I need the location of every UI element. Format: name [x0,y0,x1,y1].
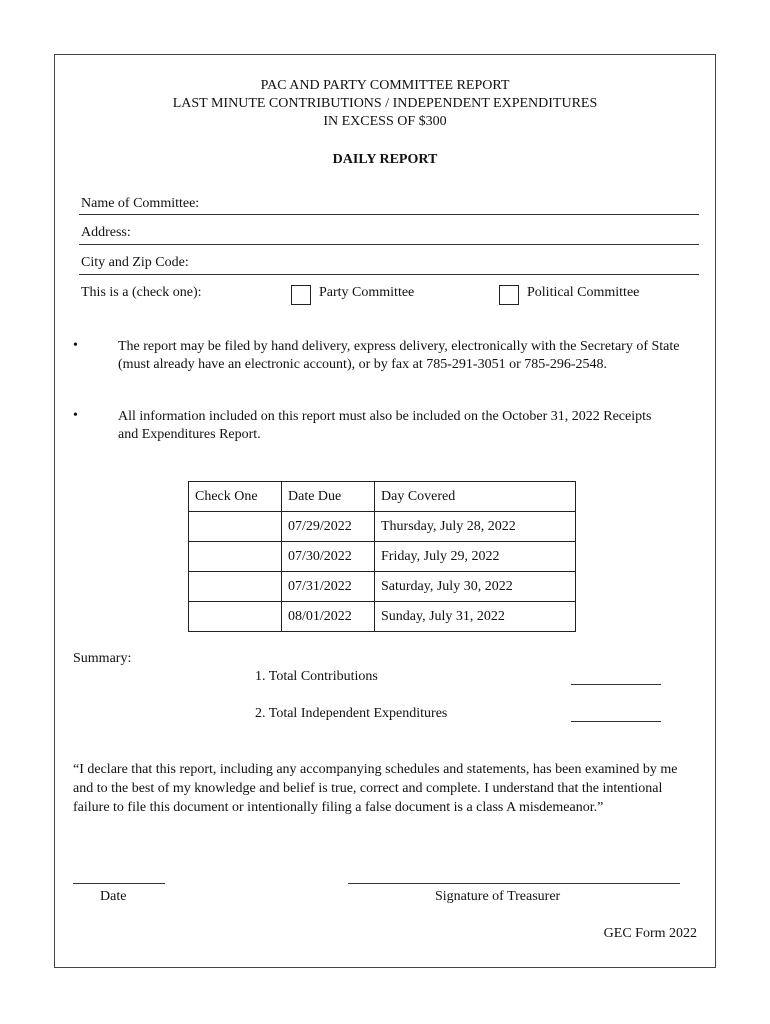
total-expenditures-blank[interactable] [571,721,661,722]
table-row [189,602,576,632]
date-due-cell: 07/29/2022 [282,512,375,542]
total-contributions-blank[interactable] [571,684,661,685]
address-line[interactable] [79,244,699,245]
filing-methods-text: The report may be filed by hand delivery, express delivery, electronically with the Secretary of State (must already have an electronic account), or by fax at 785-291-3051 or 785-296-2548. [118,339,680,372]
date-signature-line[interactable] [73,883,165,884]
party-committee-checkbox[interactable] [291,285,311,305]
check-cell[interactable] [189,542,282,572]
address-label: Address: [81,225,131,240]
city-zip-label: City and Zip Code: [81,255,189,270]
committee-name-line[interactable] [79,214,699,215]
date-due-cell: 07/31/2022 [282,572,375,602]
party-committee-label: Party Committee [319,285,415,300]
date-label: Date [100,889,127,904]
city-zip-line[interactable] [79,274,699,275]
check-cell[interactable] [189,602,282,632]
day-covered-cell: Saturday, July 30, 2022 [375,572,576,602]
table-row [189,512,576,542]
committee-name-label: Name of Committee: [81,196,200,211]
form-page [54,54,716,968]
receipts-note-text: All information included on this report must also be included on the October 31, 2022 Receipts and Expenditures Report. [118,409,652,442]
column-header: Day Covered [375,482,576,512]
report-title-line2: LAST MINUTE CONTRIBUTIONS / INDEPENDENT EXPENDITURES [172,96,598,111]
bullet-symbol: • [73,408,78,423]
table-row [189,542,576,572]
political-committee-checkbox[interactable] [499,285,519,305]
report-title-line1: PAC AND PARTY COMMITTEE REPORT [260,78,510,93]
form-id: GEC Form 2022 [603,926,697,941]
check-cell[interactable] [189,572,282,602]
report-type-heading: DAILY REPORT [332,152,438,167]
date-due-cell: 08/01/2022 [282,602,375,632]
due-date-table [188,481,576,632]
treasurer-label: Signature of Treasurer [435,889,561,904]
committee-type-label: This is a (check one): [81,285,202,300]
column-header: Check One [189,482,282,512]
column-header: Date Due [282,482,375,512]
total-contributions-label: 1. Total Contributions [255,669,378,684]
bullet-symbol: • [73,338,78,353]
treasurer-signature-line[interactable] [348,883,680,884]
check-cell[interactable] [189,512,282,542]
table-row [189,572,576,602]
political-committee-label: Political Committee [527,285,640,300]
total-expenditures-label: 2. Total Independent Expenditures [255,706,448,721]
report-title-line3: IN EXCESS OF $300 [323,114,447,129]
table-header-row [189,482,576,512]
day-covered-cell: Sunday, July 31, 2022 [375,602,576,632]
declaration-text: “I declare that this report, including any accompanying schedules and statements, has been examined by me and to the best of my knowledge and belief is true, correct and complete. I understand that the intentional failure to file this document or intentionally filing a false document is a class A misdemeanor.” [73,762,678,815]
day-covered-cell: Friday, July 29, 2022 [375,542,576,572]
summary-label: Summary: [73,651,132,666]
date-due-cell: 07/30/2022 [282,542,375,572]
day-covered-cell: Thursday, July 28, 2022 [375,512,576,542]
